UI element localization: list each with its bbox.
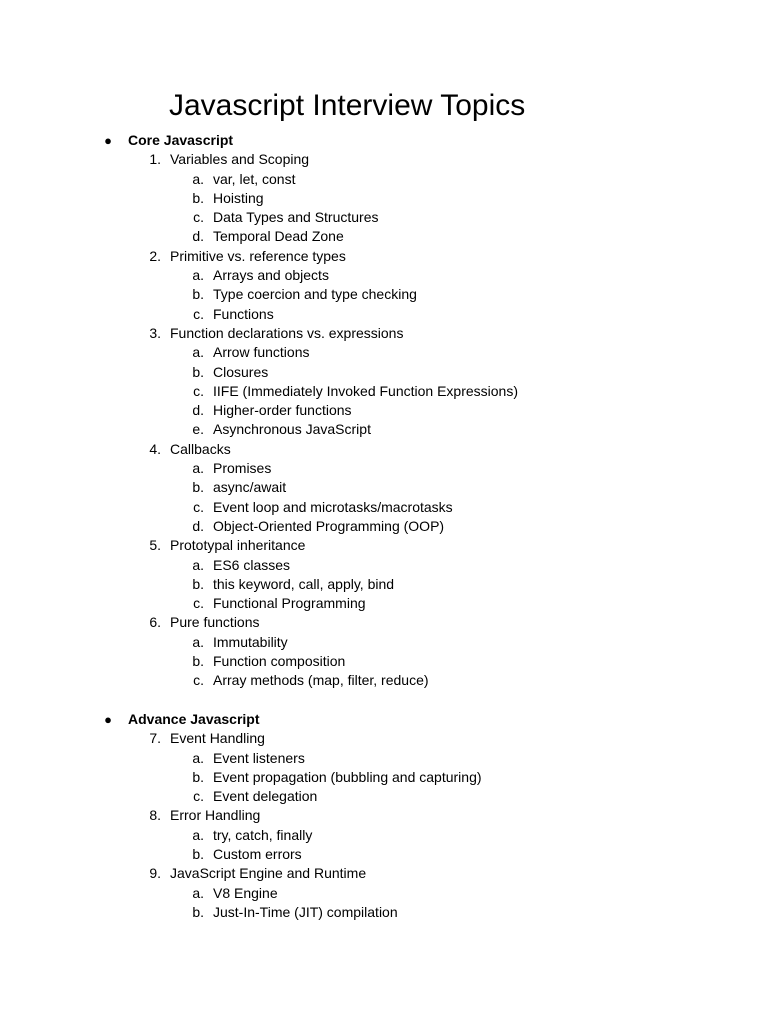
subtopic-item-marker: a. <box>192 267 204 284</box>
topic-item-label: JavaScript Engine and Runtime <box>170 865 367 882</box>
subtopic-item <box>0 420 768 439</box>
topic-item-marker: 6. <box>149 614 161 631</box>
section-spacer <box>0 691 768 710</box>
subtopic-item-label: Custom errors <box>213 845 302 862</box>
topic-item-label: Pure functions <box>170 614 260 631</box>
subtopic-item-marker: d. <box>192 402 204 419</box>
subtopic-item-marker: c. <box>193 209 204 226</box>
topic-item-label: Function declarations vs. expressions <box>170 324 404 341</box>
subtopic-item-label: async/await <box>213 479 287 496</box>
topic-item-label: Prototypal inheritance <box>170 537 306 554</box>
topic-item-marker: 5. <box>149 537 161 554</box>
subtopic-item-label: Function composition <box>213 653 346 670</box>
subtopic-item <box>0 845 768 864</box>
subtopic-item <box>0 343 768 362</box>
page-title: Javascript Interview Topics <box>169 89 526 122</box>
subtopic-item-marker: b. <box>192 768 204 785</box>
subtopic-item <box>0 594 768 613</box>
topic-item-marker: 4. <box>149 440 161 457</box>
subtopic-item <box>0 671 768 690</box>
subtopic-item-label: try, catch, finally <box>213 826 313 843</box>
subtopic-item <box>0 884 768 903</box>
section-heading-label: Core Javascript <box>128 132 234 148</box>
subtopic-item <box>0 208 768 227</box>
subtopic-item-marker: b. <box>192 903 204 920</box>
subtopic-item-marker: a. <box>192 460 204 477</box>
subtopic-item-marker: c. <box>193 382 204 399</box>
subtopic-item-label: this keyword, call, apply, bind <box>213 575 395 592</box>
topic-item <box>0 150 768 169</box>
subtopic-item-label: ES6 classes <box>213 556 291 573</box>
topic-item-label: Event Handling <box>170 730 265 747</box>
subtopic-item <box>0 633 768 652</box>
section-heading-marker: ● <box>104 711 112 727</box>
subtopic-item <box>0 787 768 806</box>
subtopic-item <box>0 285 768 304</box>
subtopic-item <box>0 768 768 787</box>
subtopic-item <box>0 575 768 594</box>
subtopic-item-label: Functional Programming <box>213 595 366 612</box>
subtopic-item <box>0 170 768 189</box>
subtopic-item-marker: b. <box>192 653 204 670</box>
topic-item-marker: 2. <box>149 247 161 264</box>
subtopic-item-label: IIFE (Immediately Invoked Function Expressions) <box>213 382 519 399</box>
topic-item-label: Error Handling <box>170 807 261 824</box>
subtopic-item-label: Closures <box>213 363 269 380</box>
subtopic-item-label: Data Types and Structures <box>213 209 379 226</box>
subtopic-item <box>0 556 768 575</box>
subtopic-item-marker: a. <box>192 556 204 573</box>
subtopic-item-label: Event listeners <box>213 749 305 766</box>
subtopic-item <box>0 382 768 401</box>
subtopic-item-label: Event delegation <box>213 788 318 805</box>
topic-item-marker: 3. <box>149 324 161 341</box>
subtopic-item-marker: c. <box>193 788 204 805</box>
section-heading <box>0 710 768 729</box>
subtopic-item-marker: b. <box>192 286 204 303</box>
section-heading-label: Advance Javascript <box>128 710 260 727</box>
subtopic-item <box>0 189 768 208</box>
subtopic-item-label: Array methods (map, filter, reduce) <box>213 672 429 689</box>
subtopic-item-marker: a. <box>192 826 204 843</box>
subtopic-item <box>0 498 768 517</box>
topic-item <box>0 729 768 748</box>
subtopic-item <box>0 903 768 922</box>
subtopic-item-label: Hoisting <box>213 189 264 206</box>
subtopic-item-label: Functions <box>213 305 274 322</box>
subtopic-item-label: Event loop and microtasks/macrotasks <box>213 498 453 515</box>
topic-item <box>0 864 768 883</box>
subtopic-item-marker: a. <box>192 170 204 187</box>
subtopic-item-label: Event propagation (bubbling and capturing) <box>213 768 482 785</box>
subtopic-item-marker: c. <box>193 498 204 515</box>
subtopic-item <box>0 305 768 324</box>
subtopic-item <box>0 266 768 285</box>
subtopic-item-marker: a. <box>192 749 204 766</box>
topic-item-label: Variables and Scoping <box>170 151 310 168</box>
subtopic-item-marker: a. <box>192 633 204 650</box>
subtopic-item-marker: c. <box>193 672 204 689</box>
subtopic-item-marker: a. <box>192 344 204 361</box>
subtopic-item-marker: b. <box>192 845 204 862</box>
topic-item <box>0 613 768 632</box>
subtopic-item-label: Object-Oriented Programming (OOP) <box>213 517 445 534</box>
subtopic-item-label: Arrays and objects <box>213 267 329 284</box>
subtopic-item-label: Promises <box>213 460 272 477</box>
subtopic-item <box>0 227 768 246</box>
subtopic-item-label: Just-In-Time (JIT) compilation <box>213 903 398 920</box>
subtopic-item-marker: d. <box>192 228 204 245</box>
subtopic-item-label: V8 Engine <box>213 884 278 901</box>
topic-item-label: Callbacks <box>170 440 231 457</box>
topic-item <box>0 536 768 555</box>
subtopic-item <box>0 652 768 671</box>
topic-item-marker: 1. <box>149 151 161 168</box>
subtopic-item-label: Asynchronous JavaScript <box>213 421 371 438</box>
subtopic-item <box>0 363 768 382</box>
topic-item <box>0 806 768 825</box>
section-heading <box>0 131 768 150</box>
subtopic-item-label: Immutability <box>213 633 288 650</box>
subtopic-item <box>0 401 768 420</box>
subtopic-item-label: var, let, const <box>213 170 296 187</box>
subtopic-item-marker: c. <box>193 305 204 322</box>
subtopic-item-label: Type coercion and type checking <box>213 286 417 303</box>
subtopic-item-label: Higher-order functions <box>213 402 352 419</box>
topic-item <box>0 324 768 343</box>
subtopic-item-label: Temporal Dead Zone <box>213 228 344 245</box>
subtopic-item-marker: e. <box>192 421 204 438</box>
subtopic-item <box>0 478 768 497</box>
subtopic-item-marker: c. <box>193 595 204 612</box>
topic-item <box>0 247 768 266</box>
topic-item-marker: 7. <box>149 730 161 747</box>
subtopic-item <box>0 749 768 768</box>
section-heading-marker: ● <box>104 133 112 148</box>
subtopic-item-marker: d. <box>192 517 204 534</box>
subtopic-item-marker: a. <box>192 884 204 901</box>
topic-item-marker: 9. <box>149 865 161 882</box>
topic-item <box>0 440 768 459</box>
subtopic-item-marker: b. <box>192 363 204 380</box>
topic-item-label: Primitive vs. reference types <box>170 247 346 264</box>
subtopic-item-marker: b. <box>192 479 204 496</box>
subtopic-item-label: Arrow functions <box>213 344 310 361</box>
subtopic-item <box>0 459 768 478</box>
topic-outline <box>0 131 768 922</box>
subtopic-item-marker: b. <box>192 189 204 206</box>
subtopic-item-marker: b. <box>192 575 204 592</box>
subtopic-item <box>0 826 768 845</box>
subtopic-item <box>0 517 768 536</box>
topic-item-marker: 8. <box>149 807 161 824</box>
